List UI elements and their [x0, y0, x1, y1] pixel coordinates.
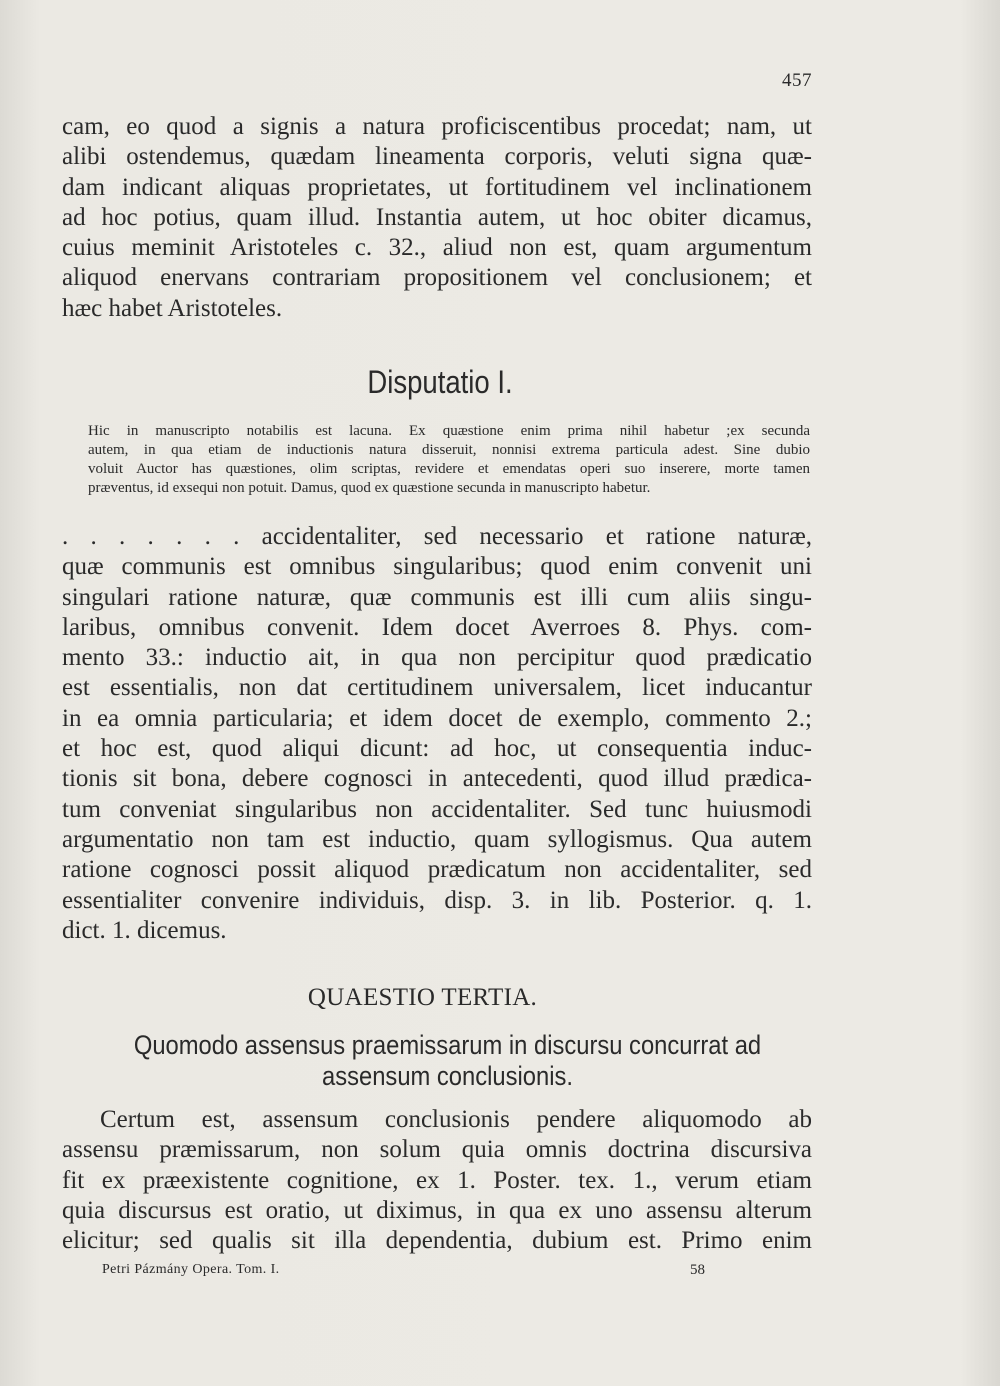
- text-line: elicitur; sed qualis sit illa dependentia, dubium est. Primo enim: [62, 1227, 812, 1255]
- note-line: voluit Auctor has quæstiones, olim scriptas, revidere et emendatas operi suo inserere, morte tamen: [88, 461, 810, 477]
- text-line: laribus, omnibus convenit. Idem docet Averroes 8. Phys. com-: [62, 613, 812, 641]
- quaestio-heading: QUAESTIO TERTIA.: [307, 984, 538, 1011]
- note-line: Hic in manuscripto notabilis est lacuna. Ex quæstione enim prima nihil habetur ;ex secunda: [88, 423, 810, 439]
- page-number: 457: [782, 70, 812, 91]
- paragraph-quaestio: [62, 1105, 812, 1256]
- text-line: quæ communis est omnibus singularibus; quod enim convenit uni: [62, 553, 812, 581]
- text-line: cuius meminit Aristoteles c. 32., aliud non est, quam argumentum: [62, 234, 812, 262]
- text-line: in ea omnia particularia; et idem docet de exemplo, commento 2.;: [62, 704, 812, 732]
- note-line: præventus, id exsequi non potuit. Damus, quod ex quæstione secunda in manuscripto habetur.: [88, 480, 651, 496]
- text-line: et hoc est, quod aliqui dicunt: ad hoc, ut consequentia induc-: [62, 735, 812, 763]
- text-line: singulari ratione naturæ, quæ communis est illi cum aliis singu-: [62, 583, 812, 611]
- text-line: fit ex præexistente cognitione, ex 1. Poster. tex. 1., verum etiam: [62, 1166, 812, 1194]
- text-line: dam indicant aliquas proprietates, ut fortitudinem vel inclinationem: [62, 173, 812, 201]
- text-line: argumentatio non tam est inductio, quam syllogismus. Qua autem: [62, 825, 812, 853]
- text-line: aliquod enervans contrariam propositionem vel conclusionem; et: [62, 264, 812, 292]
- text-line: tum conveniat singularibus non accidentaliter. Sed tunc huiusmodi: [62, 795, 812, 823]
- footer-sheet-number: 58: [690, 1262, 705, 1278]
- text-line: hæc habet Aristoteles.: [62, 294, 283, 322]
- footer-signature: Petri Pázmány Opera. Tom. I.: [102, 1262, 280, 1277]
- text-line: ratione cognosci possit aliquod prædicatum non accidentaliter, sed: [62, 856, 812, 884]
- text-line: dict. 1. dicemus.: [62, 916, 227, 944]
- editorial-note: [88, 422, 810, 498]
- text-line: mento 33.: inductio ait, in qua non percipitur quod prædicatio: [62, 644, 812, 672]
- disputatio-heading: Disputatio I.: [367, 364, 513, 400]
- text-line: cam, eo quod a signis a natura proficiscentibus procedat; nam, ut: [62, 113, 812, 140]
- text-line: ad hoc potius, quam illud. Instantia autem, ut hoc obiter dicamus,: [62, 203, 812, 231]
- text-line: est essentialis, non dat certitudinem universalem, licet inducantur: [62, 674, 812, 702]
- paragraph-opening: [62, 112, 812, 324]
- quaestio-title: [107, 1030, 789, 1092]
- title-line: Quomodo assensus praemissarum in discursu concurrat ad: [133, 1030, 762, 1060]
- text-line: . . . . . . . accidentaliter, sed necessario et ratione naturæ,: [62, 523, 812, 550]
- paragraph-fragment: [62, 522, 812, 946]
- text-line: tionis sit bona, debere cognosci in antecedenti, quod illud prædica-: [62, 765, 812, 793]
- title-line: assensum conclusionis.: [322, 1061, 573, 1091]
- note-line: autem, in qua etiam de inductionis natura disseruit, nonnisi extrema particula adest. Sine dubio: [88, 442, 810, 458]
- text-line: Certum est, assensum conclusionis pendere aliquomodo ab: [100, 1106, 812, 1133]
- text-line: alibi ostendemus, quædam lineamenta corporis, veluti signa quæ-: [62, 143, 812, 171]
- text-line: quia discursus est oratio, ut diximus, in qua ex uno assensu alterum: [62, 1196, 812, 1224]
- text-line: essentialiter convenire individuis, disp. 3. in lib. Posterior. q. 1.: [62, 886, 812, 914]
- text-line: assensu præmissarum, non solum quia omnis doctrina discursiva: [62, 1136, 812, 1164]
